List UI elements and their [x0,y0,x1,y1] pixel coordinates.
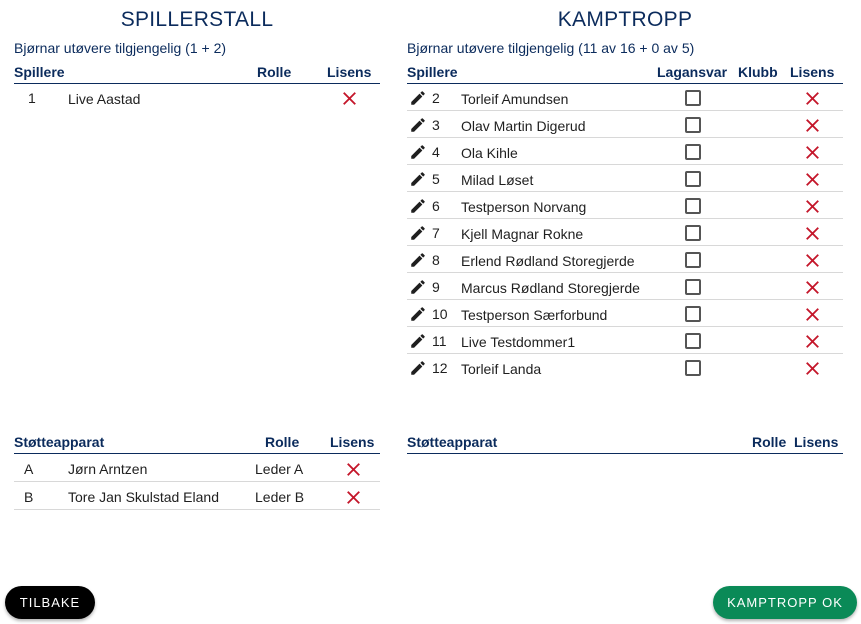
player-number: 1 [28,90,36,106]
player-name: Live Testdommer1 [461,334,576,350]
close-icon[interactable] [806,281,819,294]
squad-staff-table [14,432,380,510]
close-icon[interactable] [806,335,819,348]
staff-role: Leder A [255,461,304,477]
team-responsible-checkbox[interactable] [685,198,701,214]
close-icon[interactable] [806,308,819,321]
player-name: Torleif Amundsen [461,91,569,107]
match-squad-subtitle: Bjørnar utøvere tilgjengelig (11 av 16 + 0 av 5) [407,40,695,56]
player-number: 6 [432,198,440,214]
player-name: Erlend Rødland Storegjerde [461,253,635,269]
team-responsible-checkbox[interactable] [685,252,701,268]
match-player-row [407,138,843,165]
match-player-row [407,111,843,138]
team-responsible-checkbox[interactable] [685,225,701,241]
squad-staff-list [14,454,380,510]
header-responsible: Lagansvar [657,64,728,80]
header-license: Lisens [794,434,839,450]
close-icon[interactable] [806,362,819,375]
player-number: 7 [432,225,440,241]
player-number: 9 [432,279,440,295]
header-role: Rolle [265,434,300,450]
header-staff: Støtteapparat [407,434,498,450]
player-name: Olav Martin Digerud [461,118,586,134]
pencil-icon[interactable] [409,332,427,350]
team-responsible-checkbox[interactable] [685,333,701,349]
match-player-row [407,192,843,219]
squad-player-list [14,84,380,111]
staff-code: B [24,489,34,505]
team-responsible-checkbox[interactable] [685,90,701,106]
close-icon[interactable] [806,173,819,186]
close-icon[interactable] [806,146,819,159]
team-responsible-checkbox[interactable] [685,117,701,133]
pencil-icon[interactable] [409,359,427,377]
team-responsible-checkbox[interactable] [685,171,701,187]
pencil-icon[interactable] [409,143,427,161]
player-number: 11 [432,333,447,349]
header-license: Lisens [790,64,835,80]
header-players: Spillere [407,64,458,80]
player-name: Torleif Landa [461,361,542,377]
squad-staff-row [14,482,380,510]
close-icon[interactable] [343,92,356,105]
squad-players-table [14,62,380,111]
pencil-icon[interactable] [409,278,427,296]
header-license: Lisens [327,64,372,80]
match-player-row [407,327,843,354]
match-player-row [407,165,843,192]
match-squad-title: KAMPTROPP [557,8,693,31]
staff-role: Leder B [255,489,305,505]
pencil-icon[interactable] [409,224,427,242]
player-number: 10 [432,306,448,322]
match-player-row [407,84,843,111]
close-icon[interactable] [806,254,819,267]
close-icon[interactable] [347,491,360,504]
player-name: Kjell Magnar Rokne [461,226,584,242]
player-name: Testperson Særforbund [461,307,608,323]
player-number: 8 [432,252,440,268]
player-number: 4 [432,144,440,160]
staff-name: Tore Jan Skulstad Eland [68,489,219,505]
match-players-table [407,62,843,381]
pencil-icon[interactable] [409,251,427,269]
match-player-row [407,219,843,246]
close-icon[interactable] [347,463,360,476]
close-icon[interactable] [806,92,819,105]
table-header [407,62,843,84]
pencil-icon[interactable] [409,116,427,134]
player-number: 2 [432,90,440,106]
team-responsible-checkbox[interactable] [685,360,701,376]
close-icon[interactable] [806,119,819,132]
match-player-row [407,246,843,273]
table-header [407,432,843,454]
squad-subtitle: Bjørnar utøvere tilgjengelig (1 + 2) [14,40,227,56]
confirm-squad-button[interactable]: KAMPTROPP OK [713,586,857,619]
player-name: Milad Løset [461,172,534,188]
match-player-list [407,84,843,381]
pencil-icon[interactable] [409,197,427,215]
player-name: Testperson Norvang [461,199,587,215]
close-icon[interactable] [806,227,819,240]
close-icon[interactable] [806,200,819,213]
pencil-icon[interactable] [409,170,427,188]
header-role: Rolle [752,434,787,450]
pencil-icon[interactable] [409,89,427,107]
team-responsible-checkbox[interactable] [685,144,701,160]
player-name: Marcus Rødland Storegjerde [461,280,640,296]
match-player-row [407,300,843,327]
player-name: Live Aastad [68,91,141,107]
player-name: Ola Kihle [461,145,518,161]
table-header [14,432,380,454]
staff-code: A [24,461,34,477]
pencil-icon[interactable] [409,305,427,323]
header-license: Lisens [330,434,375,450]
team-responsible-checkbox[interactable] [685,279,701,295]
header-club: Klubb [738,64,778,80]
match-player-row [407,273,843,300]
player-number: 12 [432,360,448,376]
squad-player-row [14,84,380,111]
squad-staff-row [14,454,380,482]
team-responsible-checkbox[interactable] [685,306,701,322]
match-staff-table [407,432,843,454]
back-button[interactable]: TILBAKE [5,586,95,619]
header-players: Spillere [14,64,65,80]
staff-name: Jørn Arntzen [68,461,148,477]
header-staff: Støtteapparat [14,434,105,450]
player-number: 5 [432,171,440,187]
header-role: Rolle [257,64,292,80]
table-header [14,62,380,84]
match-player-row [407,354,843,381]
player-number: 3 [432,117,440,133]
squad-title: SPILLERSTALL [120,8,274,31]
